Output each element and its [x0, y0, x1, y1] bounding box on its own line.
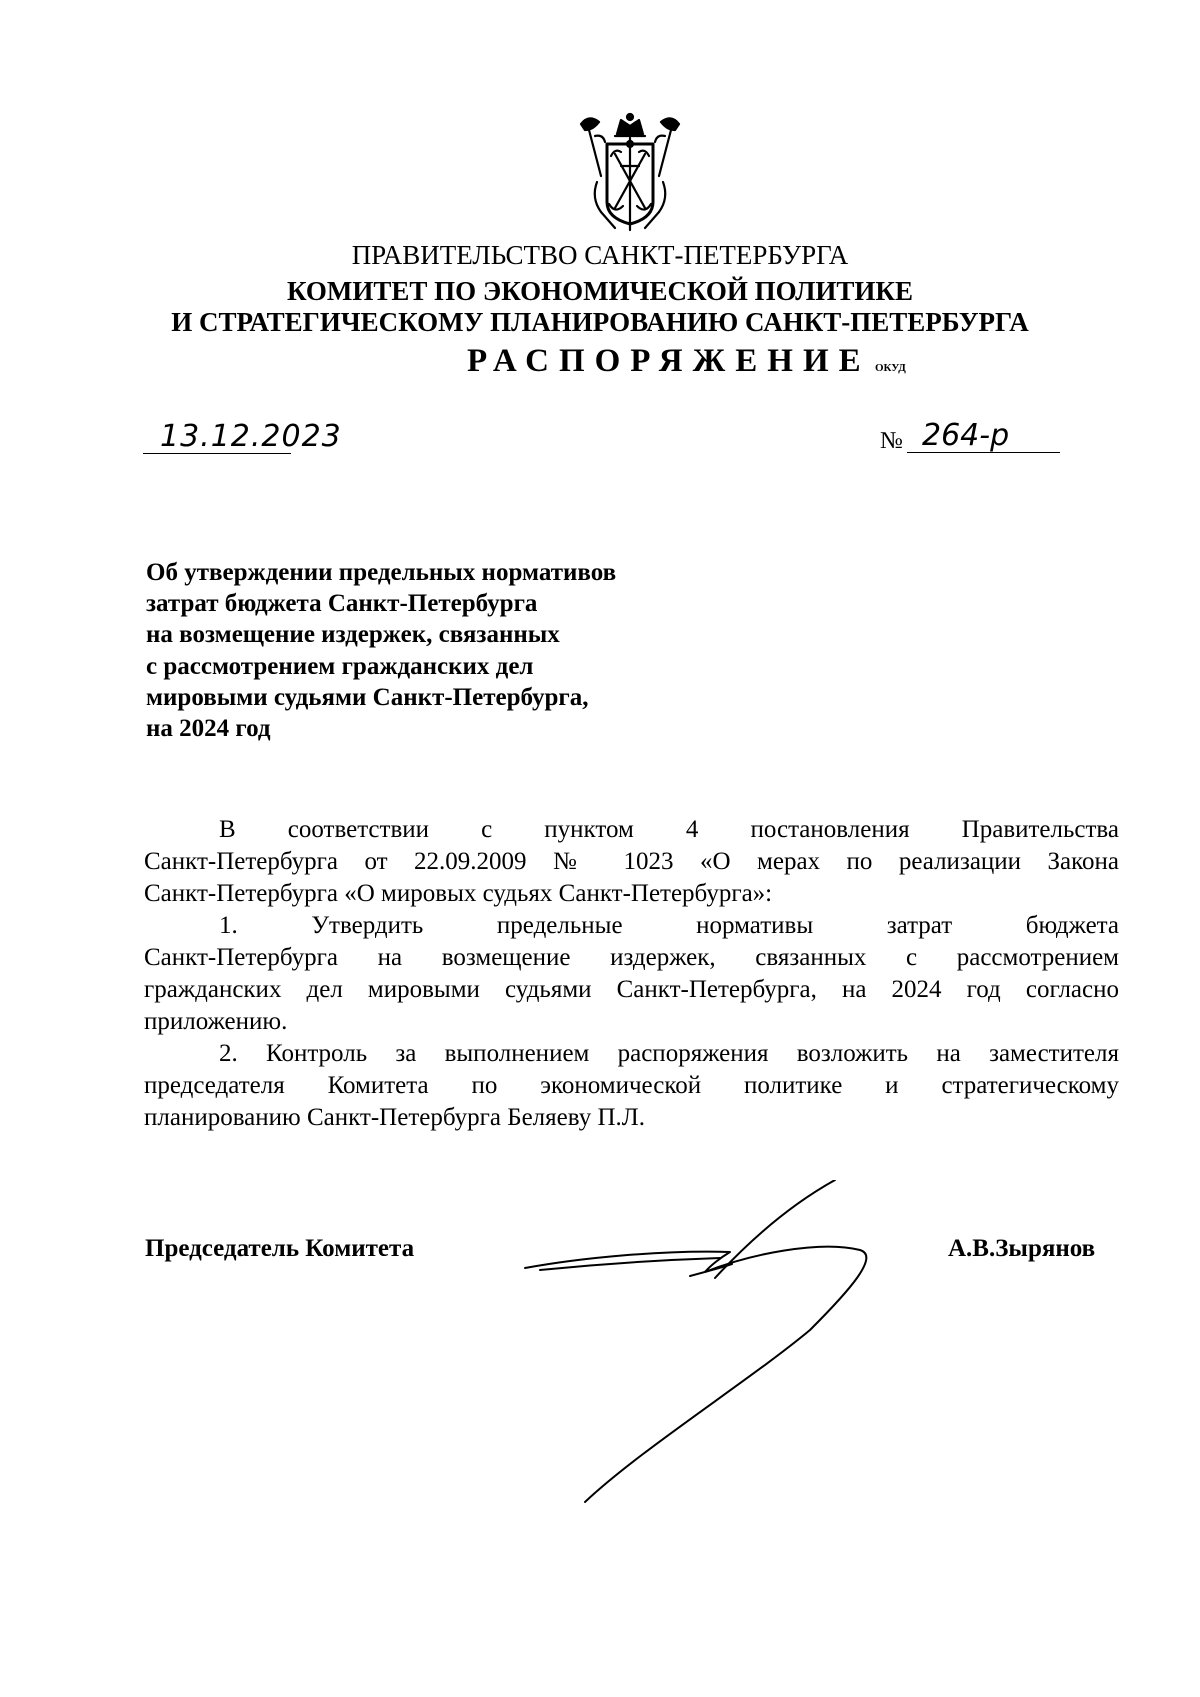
subject-line: на 2024 год — [146, 715, 271, 743]
handwritten-signature — [520, 1180, 910, 1525]
body-line: Санкт-Петербурга от 22.09.2009 № 1023 «О мерах по реализации Закона — [144, 848, 1119, 875]
date-underline — [143, 453, 291, 454]
document-number: 264-р — [922, 418, 1010, 453]
document-subject — [146, 557, 616, 744]
subject-line: на возмещение издержек, связанных — [146, 621, 560, 649]
body-line: гражданских дел мировыми судьями Санкт-Петербурга, на 2024 год согласно — [144, 976, 1119, 1003]
body-line: 2. Контроль за выполнением распоряжения возложить на заместителя — [219, 1040, 1119, 1067]
item-2-paragraph — [144, 1038, 1119, 1134]
body-line: приложению. — [144, 1008, 288, 1035]
okud-label: ОКУД — [875, 362, 906, 374]
body-line: председателя Комитета по экономической политике и стратегическому — [144, 1072, 1119, 1099]
item-1-paragraph — [144, 910, 1119, 1038]
committee-name-line-2: И СТРАТЕГИЧЕСКОМУ ПЛАНИРОВАНИЮ САНКТ-ПЕТЕРБУРГА — [171, 307, 1029, 337]
document-type: РАСПОРЯЖЕНИЕ — [467, 343, 871, 379]
body-line: Санкт-Петербурга «О мировых судьях Санкт-Петербурга»: — [144, 880, 773, 907]
body-line: планированию Санкт-Петербурга Беляеву П.Л. — [144, 1104, 645, 1131]
body-line: Санкт-Петербурга на возмещение издержек, связанных с рассмотрением — [144, 944, 1119, 971]
subject-line: Об утверждении предельных нормативов — [146, 559, 617, 586]
subject-line: затрат бюджета Санкт-Петербурга — [146, 590, 538, 618]
committee-name-line-1: КОМИТЕТ ПО ЭКОНОМИЧЕСКОЙ ПОЛИТИКЕ — [287, 276, 913, 306]
preamble-paragraph — [144, 814, 1119, 910]
document-body — [144, 814, 1119, 1134]
signatory-name: А.В.Зырянов — [948, 1235, 1096, 1262]
government-name: ПРАВИТЕЛЬСТВО САНКТ-ПЕТЕРБУРГА — [351, 240, 849, 270]
document-date: 13.12.2023 — [160, 419, 342, 454]
spb-coat-of-arms-icon — [575, 112, 685, 237]
signatory-title: Председатель Комитета — [145, 1235, 415, 1262]
subject-line: мировыми судьями Санкт-Петербурга, — [146, 683, 589, 711]
number-label: № — [880, 428, 903, 454]
body-line: В соответствии с пунктом 4 постановления Правительства — [219, 816, 1119, 843]
number-underline — [907, 452, 1060, 453]
body-line: 1. Утвердить предельные нормативы затрат бюджета — [219, 912, 1119, 939]
subject-line: с рассмотрением гражданских дел — [146, 652, 534, 680]
